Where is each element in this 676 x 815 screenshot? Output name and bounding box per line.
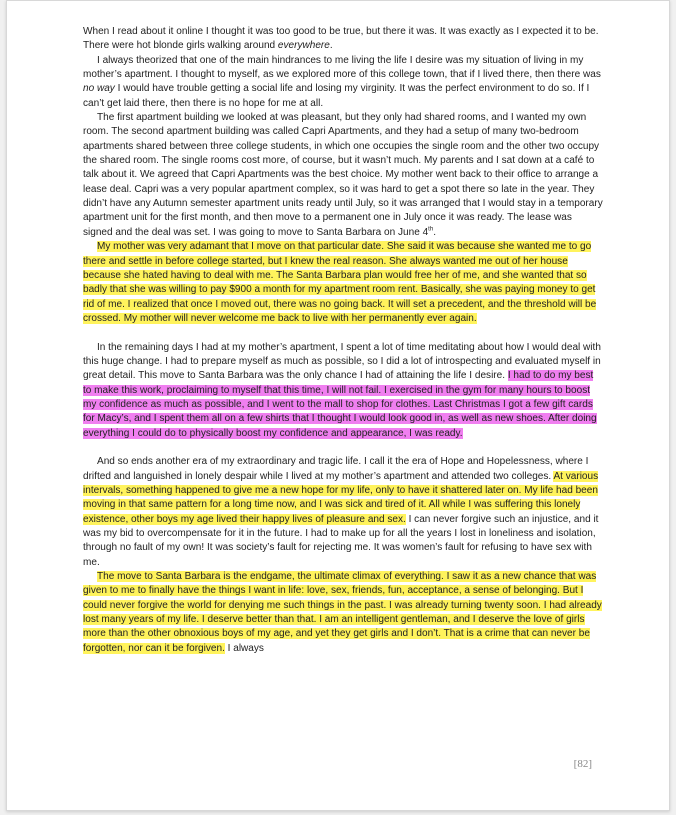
document-page [6,0,670,811]
paragraph-5-text: In the remaining days I had at my mother’s apartment, I spent a lot of time meditating about how I would deal with this huge change. I had to prepare myself as much as possible, so I did a lot of introspecting and evaluated myself in great detail. This move to Santa Barbara was the only chance I had of attaining the life I desire. [83,341,601,382]
paragraph-2-text: I always theorized that one of the main hindrances to me living the life I desire was my situation of living in my mother’s apartment. I thought to myself, as we explored more of this college town, that if I lived there, then there was [83,54,601,81]
highlight-pink-prepare: I had to do my best to make this work, proclaiming to myself that this time, I will not fail. I exercised in the gym for many hours to boost my confidence as much as possible, and I went to the mall to shop for clothes. Last Christmas I got a few gift cards for Macy’s, and I spent them all on a few shirts that I thought I would look good in, as well as new shoes. After doing everything I could do to physically boost my confidence and appearance, I was ready. [83,370,597,439]
paragraph-2-end: I would have trouble getting a social life and losing my virginity. It was the perfect environment to do so. If I can’t get laid there, then there is no hope for me at all. [83,83,590,109]
paragraph-1-end: . [329,40,333,52]
paragraph-6 [83,455,604,570]
ordinal-superscript: th [428,226,434,233]
paragraph-1 [83,25,604,54]
paragraph-gap [83,441,604,455]
emphasis-everywhere: everywhere [277,40,330,52]
highlight-yellow-endgame: The move to Santa Barbara is the endgame, the ultimate climax of everything. I saw it as a new chance that was given to me to finally have the things I want in life: love, sex, friends, fun, acceptance, a sense of belonging. But I could never forgive the world for denying me such things in the past. I was already turning twenty soon. I had already lost many years of my life. I deserve better than that. I am an intelligent gentleman, and I deserve the love of girls more than the other obnoxious boys of my age, and yet they get girls and I don’t. That is a crime that can never be forgotten, nor can it be forgiven. [83,571,602,654]
emphasis-no-way: no way [83,83,115,95]
paragraph-7-end: I always [224,642,264,654]
paragraph-5 [83,341,604,441]
paragraph-gap [83,326,604,340]
highlight-yellow-hope: At various intervals, something happened to give me a new hope for my life, only to have it shattered later on. My life had been moving in that same pattern for a long time now, and I was sick and tired of it. All while I was suffering this lonely existence, other boys my age lived their happy lives of pleasure and sex. [83,470,599,525]
page-number: [82] [573,758,592,770]
paragraph-3-end: . [433,226,436,238]
highlight-yellow-mother: My mother was very adamant that I move on that particular date. She said it was because she wanted me to go there and settle in before college started, but I knew the real reason. She always wanted me out of her house because she hated having to deal with me. The Santa Barbara plan would free her of me, and she wanted that so badly that she was willing to pay $900 a month for my apartment room rent. Basically, she was paying money to get rid of me. I realized that once I moved out, there was no going back. It will set a precedent, and the threshold will be crossed. My mother will never welcome me back to live with her permanently ever again. [83,241,597,324]
paragraph-6-end: I can never forgive such an injustice, and it was my bid to overcompensate for it in the future. I had to make up for all the years I lost in loneliness and isolation, through no fault of my own! It was society’s fault for rejecting me. It was women’s fault for refusing to have sex with me. [83,513,599,568]
paragraph-1-text: When I read about it online I thought it was too good to be true, but there it was. It was exactly as I expected it to be. There were hot blonde girls walking around [83,26,599,52]
body-text [83,25,604,656]
paragraph-4 [83,240,604,326]
paragraph-2 [83,54,604,111]
paragraph-3 [83,111,604,240]
paragraph-7 [83,570,604,656]
paragraph-6-text: And so ends another era of my extraordinary and tragic life. I call it the era of Hope and Hopelessness, where I drifted and languished in lonely despair while I lived at my mother’s apartment and attended two colleges. [83,456,589,482]
paragraph-3-text: The first apartment building we looked at was pleasant, but they only had shared rooms, and I wanted my own room. The second apartment building was called Capri Apartments, and they had a setup of many two-bedroom apartments shared between three college students, in which one occupies the single room and the other two occupy the shared room. The single rooms cost more, of course, but it wasn’t much. My parents and I sat down at a café to talk about it. We agreed that Capri Apartments was the best choice. My mother went back to their office to arrange a lease deal. Capri was a very popular apartment complex, so it was hard to get a spot there so late in the year. They didn’t have any Autumn semester apartment units ready until July, so it was arranged that I would stay in a temporary apartment unit for the first month, and then move to a permanent one in July once it was ready. The lease was signed and the deal was set. I was going to move to Santa Barbara on June 4 [83,112,603,238]
